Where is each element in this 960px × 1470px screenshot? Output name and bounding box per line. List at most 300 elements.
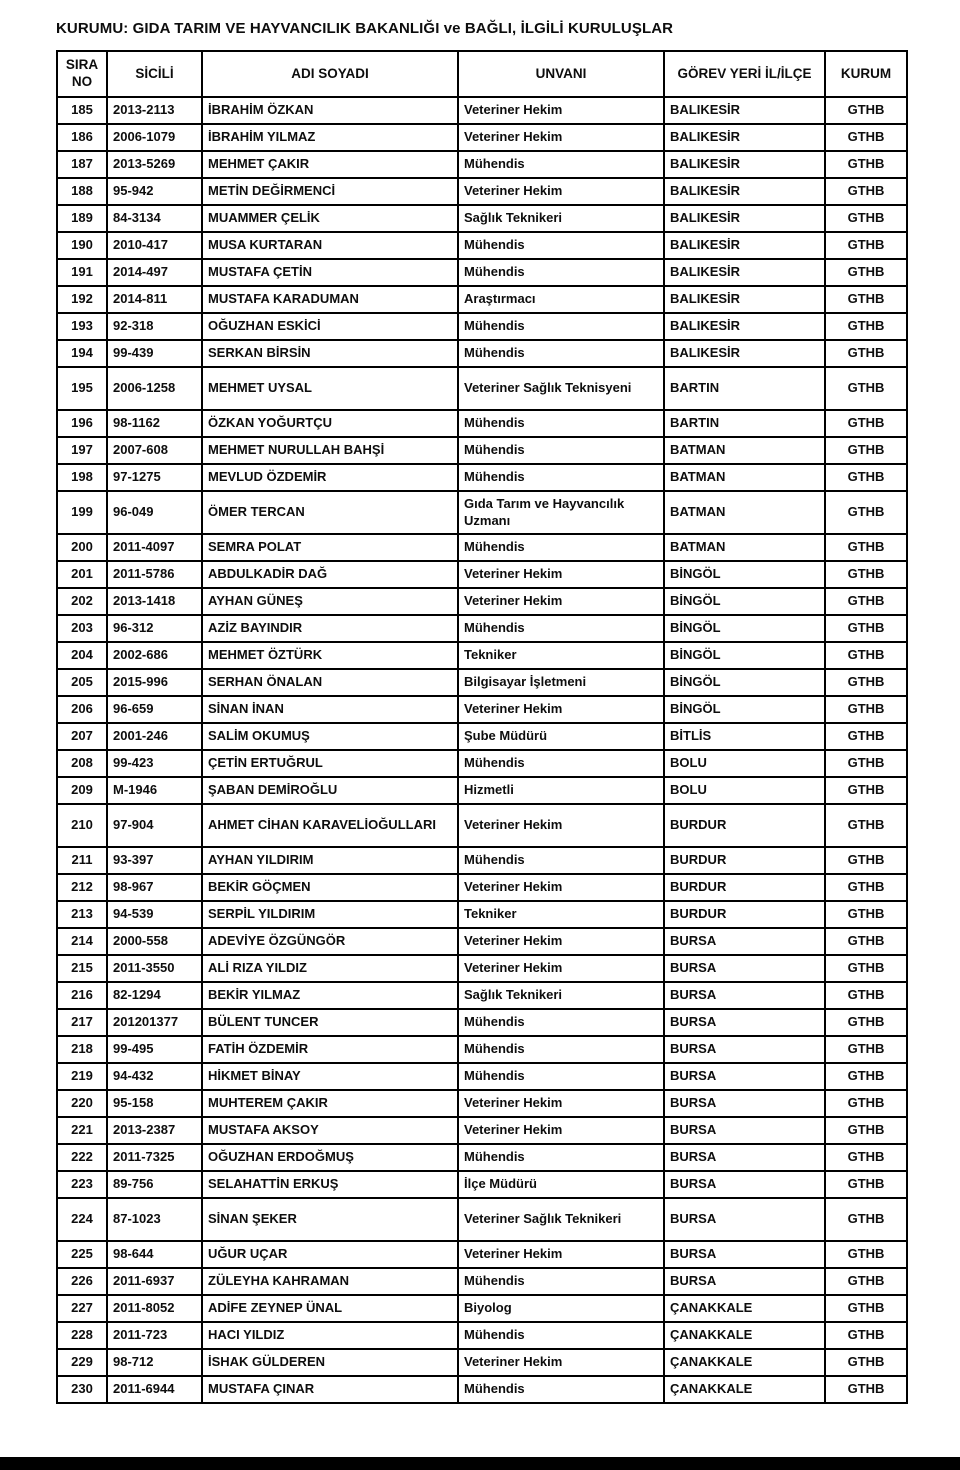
table-cell: 195 — [57, 367, 107, 410]
table-cell: Mühendis — [458, 847, 664, 874]
table-cell: 223 — [57, 1171, 107, 1198]
table-cell: 98-712 — [107, 1349, 202, 1376]
table-cell: 227 — [57, 1295, 107, 1322]
table-cell: GTHB — [825, 367, 907, 410]
table-cell: Veteriner Hekim — [458, 1241, 664, 1268]
table-cell: MUSTAFA KARADUMAN — [202, 286, 458, 313]
table-cell: 94-539 — [107, 901, 202, 928]
table-row — [57, 1268, 907, 1295]
table-cell: 98-967 — [107, 874, 202, 901]
table-cell: 196 — [57, 410, 107, 437]
table-cell: Veteriner Hekim — [458, 874, 664, 901]
table-row — [57, 1063, 907, 1090]
table-cell: 2000-558 — [107, 928, 202, 955]
table-cell: GTHB — [825, 561, 907, 588]
table-cell: Araştırmacı — [458, 286, 664, 313]
table-cell: BURDUR — [664, 804, 825, 847]
table-cell: 209 — [57, 777, 107, 804]
table-cell: GTHB — [825, 1268, 907, 1295]
table-cell: 189 — [57, 205, 107, 232]
table-cell: BURSA — [664, 928, 825, 955]
table-cell: Veteriner Hekim — [458, 955, 664, 982]
table-cell: Veteriner Hekim — [458, 97, 664, 124]
table-cell: ÇANAKKALE — [664, 1322, 825, 1349]
table-cell: 2002-686 — [107, 642, 202, 669]
table-cell: GTHB — [825, 151, 907, 178]
table-cell: 2011-4097 — [107, 534, 202, 561]
table-cell: 95-942 — [107, 178, 202, 205]
table-row — [57, 437, 907, 464]
table-cell: MUAMMER ÇELİK — [202, 205, 458, 232]
table-cell: BOLU — [664, 777, 825, 804]
table-row — [57, 561, 907, 588]
table-cell: 99-439 — [107, 340, 202, 367]
table-row — [57, 124, 907, 151]
table-cell: 2013-2113 — [107, 97, 202, 124]
table-cell: 95-158 — [107, 1090, 202, 1117]
table-cell: 199 — [57, 491, 107, 534]
table-cell: GTHB — [825, 124, 907, 151]
table-cell: 2013-1418 — [107, 588, 202, 615]
table-cell: Mühendis — [458, 534, 664, 561]
table-cell: GTHB — [825, 1295, 907, 1322]
table-cell: BEKİR GÖÇMEN — [202, 874, 458, 901]
table-cell: GTHB — [825, 777, 907, 804]
table-cell: BALIKESİR — [664, 259, 825, 286]
table-cell: BALIKESİR — [664, 232, 825, 259]
table-cell: BURSA — [664, 1009, 825, 1036]
table-cell: Mühendis — [458, 1268, 664, 1295]
table-cell: METİN DEĞİRMENCİ — [202, 178, 458, 205]
table-cell: 2014-497 — [107, 259, 202, 286]
table-cell: 87-1023 — [107, 1198, 202, 1241]
table-cell: GTHB — [825, 437, 907, 464]
table-cell: BÜLENT TUNCER — [202, 1009, 458, 1036]
table-cell: GTHB — [825, 1349, 907, 1376]
table-row — [57, 1295, 907, 1322]
table-row — [57, 696, 907, 723]
table-cell: BURSA — [664, 1268, 825, 1295]
table-cell: 2011-7325 — [107, 1144, 202, 1171]
table-cell: 2011-8052 — [107, 1295, 202, 1322]
table-cell: SİNAN ŞEKER — [202, 1198, 458, 1241]
table-cell: Veteriner Hekim — [458, 1349, 664, 1376]
table-cell: GTHB — [825, 615, 907, 642]
table-cell: 2007-608 — [107, 437, 202, 464]
table-cell: ALİ RIZA YILDIZ — [202, 955, 458, 982]
scan-edge-artifact — [0, 1457, 960, 1470]
table-cell: BARTIN — [664, 367, 825, 410]
table-cell: 203 — [57, 615, 107, 642]
table-cell: 94-432 — [107, 1063, 202, 1090]
table-cell: ÇANAKKALE — [664, 1376, 825, 1403]
table-cell: İBRAHİM YILMAZ — [202, 124, 458, 151]
table-cell: 98-1162 — [107, 410, 202, 437]
table-cell: Mühendis — [458, 151, 664, 178]
table-cell: ADİFE ZEYNEP ÜNAL — [202, 1295, 458, 1322]
table-cell: Veteriner Sağlık Teknikeri — [458, 1198, 664, 1241]
table-row — [57, 151, 907, 178]
table-cell: 219 — [57, 1063, 107, 1090]
table-row — [57, 313, 907, 340]
table-row — [57, 286, 907, 313]
table-cell: 99-495 — [107, 1036, 202, 1063]
table-cell: 2013-5269 — [107, 151, 202, 178]
table-cell: 82-1294 — [107, 982, 202, 1009]
table-row — [57, 232, 907, 259]
table-row — [57, 178, 907, 205]
table-cell: GTHB — [825, 1241, 907, 1268]
table-cell: GTHB — [825, 313, 907, 340]
table-cell: 2010-417 — [107, 232, 202, 259]
table-cell: GTHB — [825, 1090, 907, 1117]
table-row — [57, 723, 907, 750]
table-cell: GTHB — [825, 874, 907, 901]
table-cell: GTHB — [825, 1322, 907, 1349]
table-cell: Veteriner Hekim — [458, 178, 664, 205]
table-row — [57, 642, 907, 669]
table-cell: BİNGÖL — [664, 615, 825, 642]
table-cell: 96-312 — [107, 615, 202, 642]
table-cell: 222 — [57, 1144, 107, 1171]
table-cell: MEHMET NURULLAH BAHŞİ — [202, 437, 458, 464]
table-cell: 213 — [57, 901, 107, 928]
table-row — [57, 1090, 907, 1117]
table-cell: 202 — [57, 588, 107, 615]
table-row — [57, 464, 907, 491]
table-cell: 204 — [57, 642, 107, 669]
table-cell: 220 — [57, 1090, 107, 1117]
table-cell: GTHB — [825, 178, 907, 205]
table-cell: GTHB — [825, 1144, 907, 1171]
table-cell: BATMAN — [664, 464, 825, 491]
table-row — [57, 491, 907, 534]
table-cell: 191 — [57, 259, 107, 286]
table-cell: BALIKESİR — [664, 124, 825, 151]
table-cell: GTHB — [825, 982, 907, 1009]
table-cell: BURDUR — [664, 847, 825, 874]
table-cell: BİNGÖL — [664, 588, 825, 615]
table-cell: 2015-996 — [107, 669, 202, 696]
table-cell: 205 — [57, 669, 107, 696]
table-cell: GTHB — [825, 286, 907, 313]
table-cell: MUSTAFA ÇETİN — [202, 259, 458, 286]
table-row — [57, 669, 907, 696]
table-cell: UĞUR UÇAR — [202, 1241, 458, 1268]
table-cell: Veteriner Hekim — [458, 696, 664, 723]
table-cell: GTHB — [825, 804, 907, 847]
table-cell: 212 — [57, 874, 107, 901]
table-cell: BURDUR — [664, 901, 825, 928]
table-row — [57, 615, 907, 642]
table-cell: SERPİL YILDIRIM — [202, 901, 458, 928]
table-cell: BİTLİS — [664, 723, 825, 750]
table-row — [57, 955, 907, 982]
table-cell: M-1946 — [107, 777, 202, 804]
table-cell: GTHB — [825, 1063, 907, 1090]
table-cell: MUSTAFA ÇINAR — [202, 1376, 458, 1403]
table-cell: SEMRA POLAT — [202, 534, 458, 561]
table-cell: ÇETİN ERTUĞRUL — [202, 750, 458, 777]
table-cell: BURSA — [664, 1090, 825, 1117]
table-cell: BURSA — [664, 1036, 825, 1063]
table-cell: GTHB — [825, 669, 907, 696]
table-cell: GTHB — [825, 955, 907, 982]
table-cell: 214 — [57, 928, 107, 955]
table-cell: 92-318 — [107, 313, 202, 340]
table-row — [57, 777, 907, 804]
table-cell: Mühendis — [458, 410, 664, 437]
table-cell: OĞUZHAN ERDOĞMUŞ — [202, 1144, 458, 1171]
table-row — [57, 410, 907, 437]
table-cell: GTHB — [825, 696, 907, 723]
table-cell: GTHB — [825, 464, 907, 491]
table-cell: Veteriner Hekim — [458, 561, 664, 588]
table-cell: 210 — [57, 804, 107, 847]
table-cell: ZÜLEYHA KAHRAMAN — [202, 1268, 458, 1295]
table-row — [57, 1322, 907, 1349]
table-row — [57, 928, 907, 955]
table-cell: BİNGÖL — [664, 642, 825, 669]
table-cell: ÇANAKKALE — [664, 1295, 825, 1322]
table-row — [57, 588, 907, 615]
table-cell: GTHB — [825, 232, 907, 259]
table-cell: BURSA — [664, 1063, 825, 1090]
table-row — [57, 1009, 907, 1036]
table-cell: GTHB — [825, 1376, 907, 1403]
table-cell: GTHB — [825, 534, 907, 561]
table-cell: BURSA — [664, 1198, 825, 1241]
table-cell: Mühendis — [458, 1036, 664, 1063]
table-cell: 230 — [57, 1376, 107, 1403]
table-row — [57, 205, 907, 232]
table-cell: 192 — [57, 286, 107, 313]
table-cell: 228 — [57, 1322, 107, 1349]
table-cell: BURDUR — [664, 874, 825, 901]
table-cell: 93-397 — [107, 847, 202, 874]
table-cell: GTHB — [825, 928, 907, 955]
table-cell: BATMAN — [664, 437, 825, 464]
table-cell: Şube Müdürü — [458, 723, 664, 750]
table-cell: GTHB — [825, 259, 907, 286]
table-cell: 2014-811 — [107, 286, 202, 313]
table-cell: 2006-1079 — [107, 124, 202, 151]
table-row — [57, 1036, 907, 1063]
table-row — [57, 259, 907, 286]
table-row — [57, 804, 907, 847]
table-cell: BİNGÖL — [664, 696, 825, 723]
table-cell: 2011-3550 — [107, 955, 202, 982]
table-cell: 2011-723 — [107, 1322, 202, 1349]
table-cell: 2011-6937 — [107, 1268, 202, 1295]
table-cell: 2006-1258 — [107, 367, 202, 410]
table-cell: Mühendis — [458, 615, 664, 642]
table-row — [57, 534, 907, 561]
table-cell: BATMAN — [664, 491, 825, 534]
table-cell: 224 — [57, 1198, 107, 1241]
table-cell: BURSA — [664, 1171, 825, 1198]
table-cell: GTHB — [825, 750, 907, 777]
table-cell: GTHB — [825, 491, 907, 534]
table-cell: Mühendis — [458, 437, 664, 464]
table-cell: İlçe Müdürü — [458, 1171, 664, 1198]
table-cell: MEVLUD ÖZDEMİR — [202, 464, 458, 491]
table-cell: 200 — [57, 534, 107, 561]
table-cell: GTHB — [825, 1117, 907, 1144]
table-cell: Veteriner Hekim — [458, 928, 664, 955]
table-row — [57, 847, 907, 874]
table-cell: 188 — [57, 178, 107, 205]
table-cell: MUHTEREM ÇAKIR — [202, 1090, 458, 1117]
table-row — [57, 874, 907, 901]
table-cell: 2001-246 — [107, 723, 202, 750]
table-row — [57, 340, 907, 367]
table-cell: Tekniker — [458, 901, 664, 928]
table-cell: SELAHATTİN ERKUŞ — [202, 1171, 458, 1198]
table-cell: ABDULKADİR DAĞ — [202, 561, 458, 588]
table-cell: Mühendis — [458, 1009, 664, 1036]
table-row — [57, 367, 907, 410]
table-cell: Mühendis — [458, 232, 664, 259]
table-cell: Mühendis — [458, 340, 664, 367]
table-row — [57, 1144, 907, 1171]
table-cell: GTHB — [825, 97, 907, 124]
column-header: GÖREV YERİ İL/İLÇE — [664, 51, 825, 97]
table-cell: Veteriner Hekim — [458, 1117, 664, 1144]
table-cell: BALIKESİR — [664, 313, 825, 340]
table-cell: ŞABAN DEMİROĞLU — [202, 777, 458, 804]
table-cell: BALIKESİR — [664, 340, 825, 367]
table-cell: 185 — [57, 97, 107, 124]
table-cell: Mühendis — [458, 259, 664, 286]
table-cell: BİNGÖL — [664, 669, 825, 696]
table-cell: Mühendis — [458, 1063, 664, 1090]
table-cell: BOLU — [664, 750, 825, 777]
table-cell: 98-644 — [107, 1241, 202, 1268]
table-cell: Mühendis — [458, 1144, 664, 1171]
table-cell: GTHB — [825, 1198, 907, 1241]
table-cell: FATİH ÖZDEMİR — [202, 1036, 458, 1063]
table-cell: SİNAN İNAN — [202, 696, 458, 723]
table-cell: Mühendis — [458, 464, 664, 491]
table-row — [57, 1198, 907, 1241]
table-cell: 2011-6944 — [107, 1376, 202, 1403]
table-cell: BALIKESİR — [664, 286, 825, 313]
table-cell: BALIKESİR — [664, 97, 825, 124]
table-cell: Biyolog — [458, 1295, 664, 1322]
table-cell: BALIKESİR — [664, 178, 825, 205]
table-cell: BURSA — [664, 982, 825, 1009]
table-cell: 194 — [57, 340, 107, 367]
table-cell: SERHAN ÖNALAN — [202, 669, 458, 696]
table-cell: 193 — [57, 313, 107, 340]
table-cell: GTHB — [825, 340, 907, 367]
table-cell: 187 — [57, 151, 107, 178]
table-cell: BURSA — [664, 955, 825, 982]
table-cell: İBRAHİM ÖZKAN — [202, 97, 458, 124]
table-cell: AZİZ BAYINDIR — [202, 615, 458, 642]
column-header: SIRA NO — [57, 51, 107, 97]
table-cell: MUSTAFA AKSOY — [202, 1117, 458, 1144]
table-cell: BURSA — [664, 1117, 825, 1144]
table-cell: 186 — [57, 124, 107, 151]
table-cell: Hizmetli — [458, 777, 664, 804]
table-row — [57, 1376, 907, 1403]
table-cell: İSHAK GÜLDEREN — [202, 1349, 458, 1376]
page-title: KURUMU: GIDA TARIM VE HAYVANCILIK BAKANLIĞI ve BAĞLI, İLGİLİ KURULUŞLAR — [56, 20, 674, 37]
table-cell: 207 — [57, 723, 107, 750]
table-row — [57, 982, 907, 1009]
table-cell: 97-1275 — [107, 464, 202, 491]
table-cell: BALIKESİR — [664, 151, 825, 178]
table-cell: GTHB — [825, 1036, 907, 1063]
table-body — [57, 97, 907, 1403]
table-cell: ÇANAKKALE — [664, 1349, 825, 1376]
table-cell: Veteriner Hekim — [458, 804, 664, 847]
table-cell: BEKİR YILMAZ — [202, 982, 458, 1009]
table-cell: BURSA — [664, 1144, 825, 1171]
table-row — [57, 97, 907, 124]
table-row — [57, 1241, 907, 1268]
table-cell: 216 — [57, 982, 107, 1009]
personnel-table — [56, 50, 908, 1404]
column-header: ADI SOYADI — [202, 51, 458, 97]
table-row — [57, 1171, 907, 1198]
table-row — [57, 1349, 907, 1376]
table-cell: 201201377 — [107, 1009, 202, 1036]
table-cell: BALIKESİR — [664, 205, 825, 232]
table-cell: AYHAN YILDIRIM — [202, 847, 458, 874]
table-cell: 96-049 — [107, 491, 202, 534]
table-row — [57, 750, 907, 777]
column-header: KURUM — [825, 51, 907, 97]
table-cell: ÖMER TERCAN — [202, 491, 458, 534]
table-cell: GTHB — [825, 588, 907, 615]
table-cell: Veteriner Hekim — [458, 1090, 664, 1117]
table-cell: Tekniker — [458, 642, 664, 669]
table-cell: 225 — [57, 1241, 107, 1268]
table-cell: Bilgisayar İşletmeni — [458, 669, 664, 696]
table-cell: Veteriner Hekim — [458, 124, 664, 151]
table-cell: BİNGÖL — [664, 561, 825, 588]
table-cell: SALİM OKUMUŞ — [202, 723, 458, 750]
table-cell: 2013-2387 — [107, 1117, 202, 1144]
table-cell: MUSA KURTARAN — [202, 232, 458, 259]
table-cell: Mühendis — [458, 750, 664, 777]
table-cell: 97-904 — [107, 804, 202, 847]
table-cell: GTHB — [825, 410, 907, 437]
table-cell: ADEVİYE ÖZGÜNGÖR — [202, 928, 458, 955]
table-cell: HİKMET BİNAY — [202, 1063, 458, 1090]
table-cell: GTHB — [825, 723, 907, 750]
table-row — [57, 1117, 907, 1144]
table-cell: 211 — [57, 847, 107, 874]
table-cell: BURSA — [664, 1241, 825, 1268]
table-cell: Mühendis — [458, 1376, 664, 1403]
table-cell: Sağlık Teknikeri — [458, 982, 664, 1009]
table-cell: OĞUZHAN ESKİCİ — [202, 313, 458, 340]
table-cell: 208 — [57, 750, 107, 777]
table-cell: GTHB — [825, 1009, 907, 1036]
table-cell: HACI YILDIZ — [202, 1322, 458, 1349]
table-cell: 89-756 — [107, 1171, 202, 1198]
table-cell: Gıda Tarım ve Hayvancılık Uzmanı — [458, 491, 664, 534]
table-cell: 197 — [57, 437, 107, 464]
table-cell: 190 — [57, 232, 107, 259]
table-cell: ÖZKAN YOĞURTÇU — [202, 410, 458, 437]
table-cell: 84-3134 — [107, 205, 202, 232]
table-cell: AHMET CİHAN KARAVELİOĞULLARI — [202, 804, 458, 847]
